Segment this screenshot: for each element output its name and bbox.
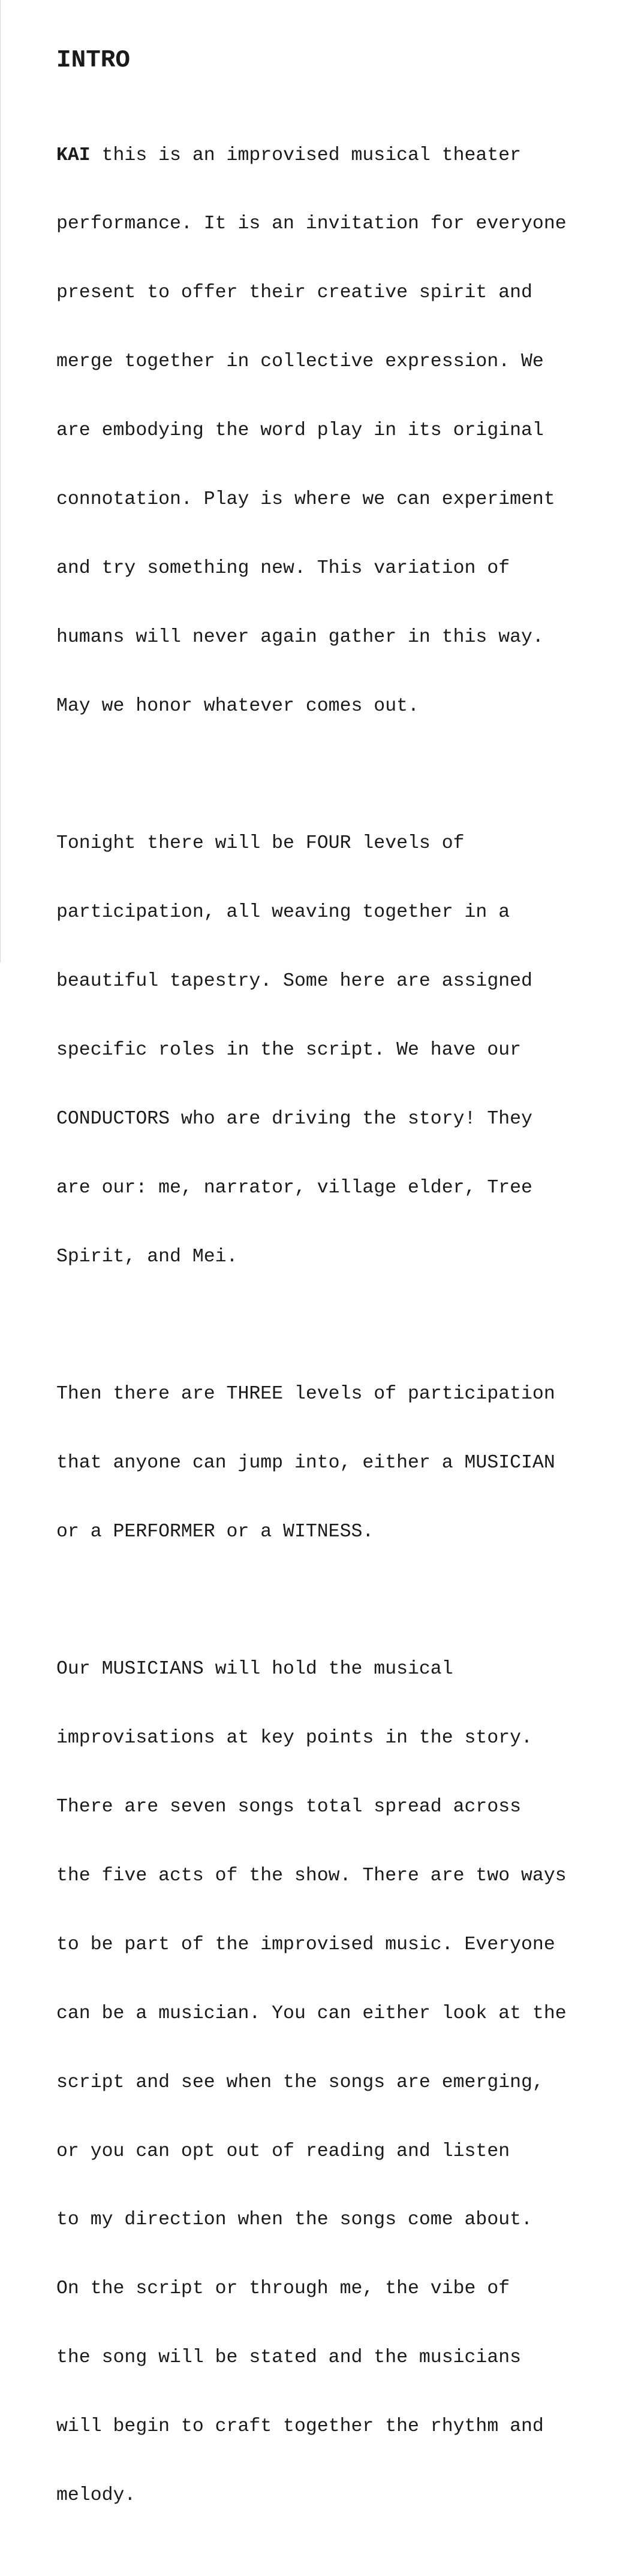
text-line: participation, all weaving together in a bbox=[56, 902, 510, 923]
text-line: May we honor whatever comes out. bbox=[56, 695, 419, 717]
text-line: There are seven songs total spread across bbox=[56, 1796, 522, 1818]
text-line: will begin to craft together the rhythm and bbox=[56, 2416, 544, 2438]
line-text: this is an improvised musical theater bbox=[90, 144, 522, 166]
text-line: On the script or through me, the vibe of bbox=[56, 2278, 510, 2300]
text-line: that anyone can jump into, either a MUSICIAN bbox=[56, 1452, 555, 1473]
paragraph-intro bbox=[56, 98, 596, 764]
text-line: Then there are THREE levels of participation bbox=[56, 1384, 555, 1405]
text-line: or you can opt out of reading and listen bbox=[56, 2140, 510, 2162]
text-line: humans will never again gather in this way. bbox=[56, 626, 544, 648]
page-content bbox=[56, 47, 596, 2576]
text-line: Spirit, and Mei. bbox=[56, 1246, 238, 1267]
text-line: to my direction when the songs come about. bbox=[56, 2209, 532, 2231]
text-line: Tonight there will be FOUR levels of bbox=[56, 833, 465, 854]
text-line: are embodying the word play in its original bbox=[56, 420, 544, 442]
text-line: the song will be stated and the musicians bbox=[56, 2347, 522, 2369]
speaker-name: KAI bbox=[56, 144, 91, 166]
text-line: can be a musician. You can either look at the bbox=[56, 2003, 567, 2024]
text-line: and try something new. This variation of bbox=[56, 557, 510, 579]
text-line: melody. bbox=[56, 2484, 136, 2506]
text-line: CONDUCTORS who are driving the story! They bbox=[56, 1108, 532, 1130]
text-line: to be part of the improvised music. Everyone bbox=[56, 1934, 555, 1955]
text-line: merge together in collective expression. We bbox=[56, 351, 544, 373]
text-line: specific roles in the script. We have our bbox=[56, 1039, 522, 1061]
text-line: the five acts of the show. There are two ways bbox=[56, 1865, 567, 1886]
text-line: are our: me, narrator, village elder, Tree bbox=[56, 1177, 532, 1198]
text-line: script and see when the songs are emerging, bbox=[56, 2071, 544, 2093]
section-heading: INTRO bbox=[56, 47, 131, 74]
paragraph-levels bbox=[56, 787, 596, 1315]
text-line: improvisations at key points in the story. bbox=[56, 1728, 532, 1749]
text-line: present to offer their creative spirit and bbox=[56, 282, 532, 304]
text-line: beautiful tapestry. Some here are assigned bbox=[56, 970, 532, 992]
paragraph-participation bbox=[56, 1337, 596, 1589]
paragraph-musicians bbox=[56, 1612, 596, 2553]
text-line: connotation. Play is where we can experiment bbox=[56, 489, 555, 511]
text-line: or a PERFORMER or a WITNESS. bbox=[56, 1521, 374, 1542]
text-line: performance. It is an invitation for everyone bbox=[56, 213, 567, 235]
text-line: Our MUSICIANS will hold the musical bbox=[56, 1659, 453, 1680]
text-line bbox=[56, 144, 596, 167]
